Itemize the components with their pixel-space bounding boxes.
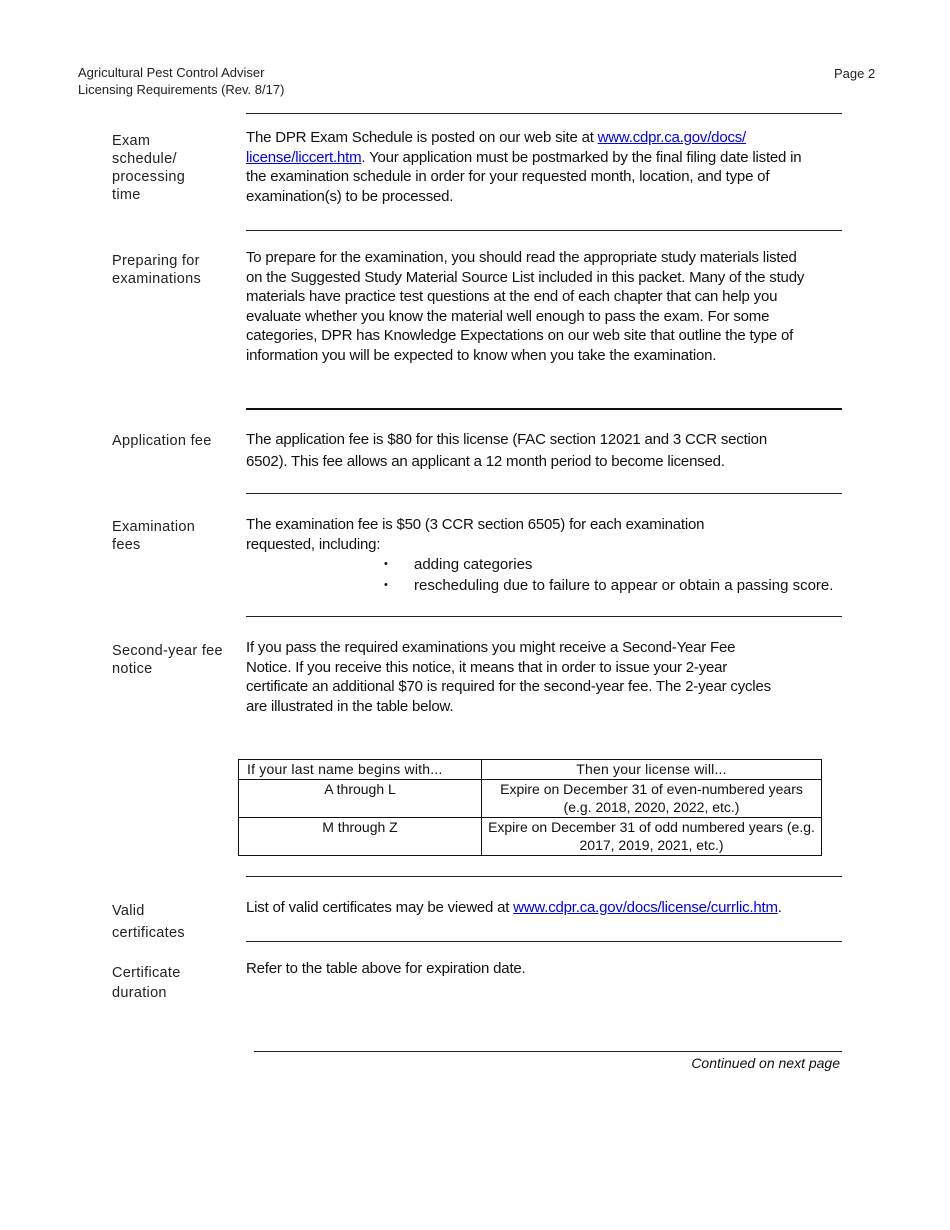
label-examination-fees: Examination fees — [112, 519, 196, 553]
label-preparing: Preparing for examinations — [112, 253, 202, 287]
header-line-1: Agricultural Pest Control Adviser — [78, 65, 265, 80]
footer-divider — [254, 1051, 842, 1052]
second-year-text: If you pass the required examinations you might receive a Second-Year Fee Notice. If you receive this notice, it means that in order to issue your 2-year certificate an additional $70 is required for the second-year fee. The 2-year cycles are illustrated in the table below. — [246, 639, 771, 715]
bullet-text: adding categories — [414, 556, 533, 573]
label-valid-certificates: Valid certificates — [112, 903, 185, 941]
certificate-duration-text: Refer to the table above for expiration date. — [246, 960, 526, 977]
table-cell: Expire on December 31 of even-numbered years (e.g. 2018, 2020, 2022, etc.) — [482, 780, 822, 818]
page-number: Page 2 — [834, 66, 876, 81]
divider — [246, 113, 842, 114]
label-exam-schedule: Exam schedule/ processing time — [112, 133, 186, 203]
divider — [246, 230, 842, 231]
exam-schedule-text-after: . Your application must be postmarked by the final filing date listed in the examination schedule in order for your requested month, location, and type of examination(s) to be processed. — [246, 148, 802, 205]
valid-certificates-text-after: . — [777, 899, 782, 916]
bullet-icon: • — [384, 558, 388, 570]
table-cell: Expire on December 31 of odd numbered years (e.g. 2017, 2019, 2021, etc.) — [482, 818, 822, 856]
continued-note: Continued on next page — [691, 1055, 840, 1071]
valid-certificates-text-before: List of valid certificates may be viewed at — [246, 899, 514, 916]
liccert-link[interactable]: www.cdpr.ca.gov/docs/ license/liccert.htm — [246, 129, 747, 166]
divider — [246, 408, 842, 410]
label-second-year: Second-year fee notice — [112, 643, 223, 677]
label-certificate-duration: Certificate duration — [112, 965, 181, 1001]
table-cell: M through Z — [239, 818, 482, 856]
header-line-2: Licensing Requirements (Rev. 8/17) — [78, 82, 285, 97]
examination-fees-text: The examination fee is $50 (3 CCR section 6505) for each examination requested, including: — [246, 516, 705, 553]
table-header: Then your license will... — [482, 760, 822, 780]
application-fee-text: The application fee is $80 for this license (FAC section 12021 and 3 CCR section 6502). This fee allows an applicant a 12 month period to become licensed. — [246, 431, 767, 470]
bullet-text: rescheduling due to failure to appear or obtain a passing score. — [414, 577, 834, 594]
divider — [246, 941, 842, 942]
divider — [246, 616, 842, 617]
valid-certificates-text — [246, 898, 840, 918]
preparing-text: To prepare for the examination, you should read the appropriate study materials listed on the Suggested Study Material Source List included in this packet. Many of the study materials have practice test questions at the end of each chapter that can help you evaluate whether you know the material well enough to pass the exam. For some categories, DPR has Knowledge Expectations on our web site that outline the type of information you will be expected to know when you take the examination. — [246, 249, 805, 364]
exam-schedule-text-before: The DPR Exam Schedule is posted on our web site at — [246, 129, 598, 146]
exam-schedule-text — [246, 128, 812, 206]
table-header: If your last name begins with... — [239, 760, 482, 780]
table-row — [239, 818, 822, 856]
divider — [246, 493, 842, 494]
label-application-fee: Application fee — [112, 433, 212, 449]
table-header-row — [239, 760, 822, 780]
divider — [246, 876, 842, 877]
header-title — [78, 64, 284, 98]
bullet-icon: • — [384, 579, 388, 591]
license-cycle-table — [238, 759, 822, 856]
currlic-link[interactable]: www.cdpr.ca.gov/docs/license/currlic.htm — [513, 899, 778, 916]
table-row — [239, 780, 822, 818]
table-cell: A through L — [239, 780, 482, 818]
